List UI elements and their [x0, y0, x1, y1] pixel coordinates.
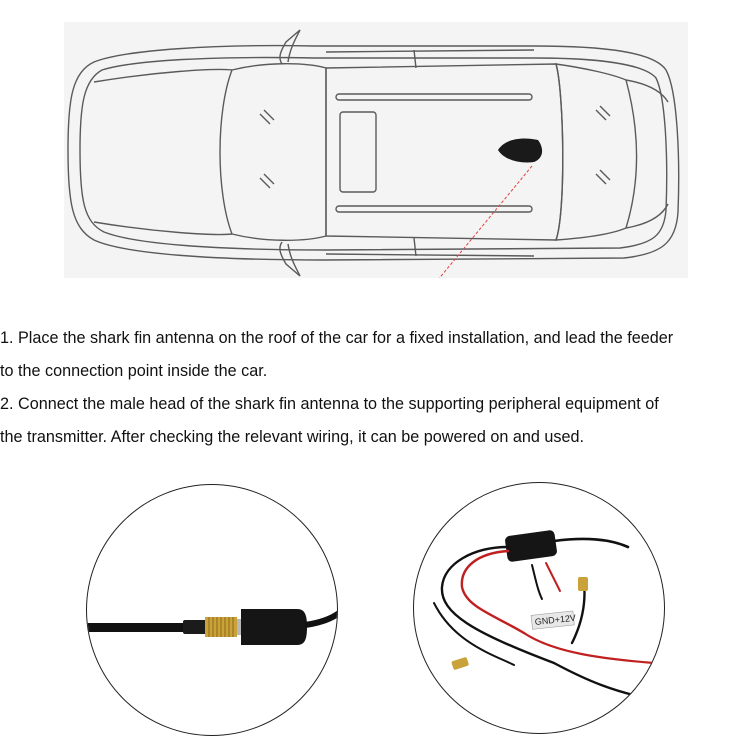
power-wiring-image [414, 483, 664, 733]
wiring-photo [413, 482, 665, 734]
antenna-connector-image [87, 485, 337, 735]
car-top-view-illustration [64, 22, 688, 278]
12v-label: +12V [554, 612, 577, 625]
step-1-line-2: to the connection point inside the car. [0, 362, 268, 380]
installation-instructions [0, 322, 750, 454]
cable-left [87, 623, 187, 632]
right-mirror [280, 242, 300, 276]
gold-pin-top [578, 577, 588, 591]
shark-fin-antenna [498, 138, 542, 162]
step-2-line-2: the transmitter. After checking the relevant wiring, it can be powered on and used. [0, 428, 584, 446]
filter-module [504, 530, 557, 563]
gold-pin-left [451, 657, 469, 671]
rear-window [556, 64, 637, 240]
antenna-pointer-line [418, 166, 532, 278]
connector-photo [86, 484, 338, 736]
car-body-outline [68, 46, 679, 260]
windshield [220, 64, 326, 241]
left-mirror [280, 30, 300, 64]
cable-right [305, 613, 337, 625]
rubber-housing [241, 609, 307, 645]
car-diagram-panel [64, 22, 688, 278]
step-1-line-1: 1. Place the shark fin antenna on the roof of the car for a fixed installation, and lead the feeder [0, 329, 674, 347]
step-2-line-1: 2. Connect the male head of the shark fin antenna to the supporting peripheral equipment of [0, 395, 659, 413]
gnd-label: GND [534, 614, 556, 627]
sunroof [340, 112, 376, 192]
